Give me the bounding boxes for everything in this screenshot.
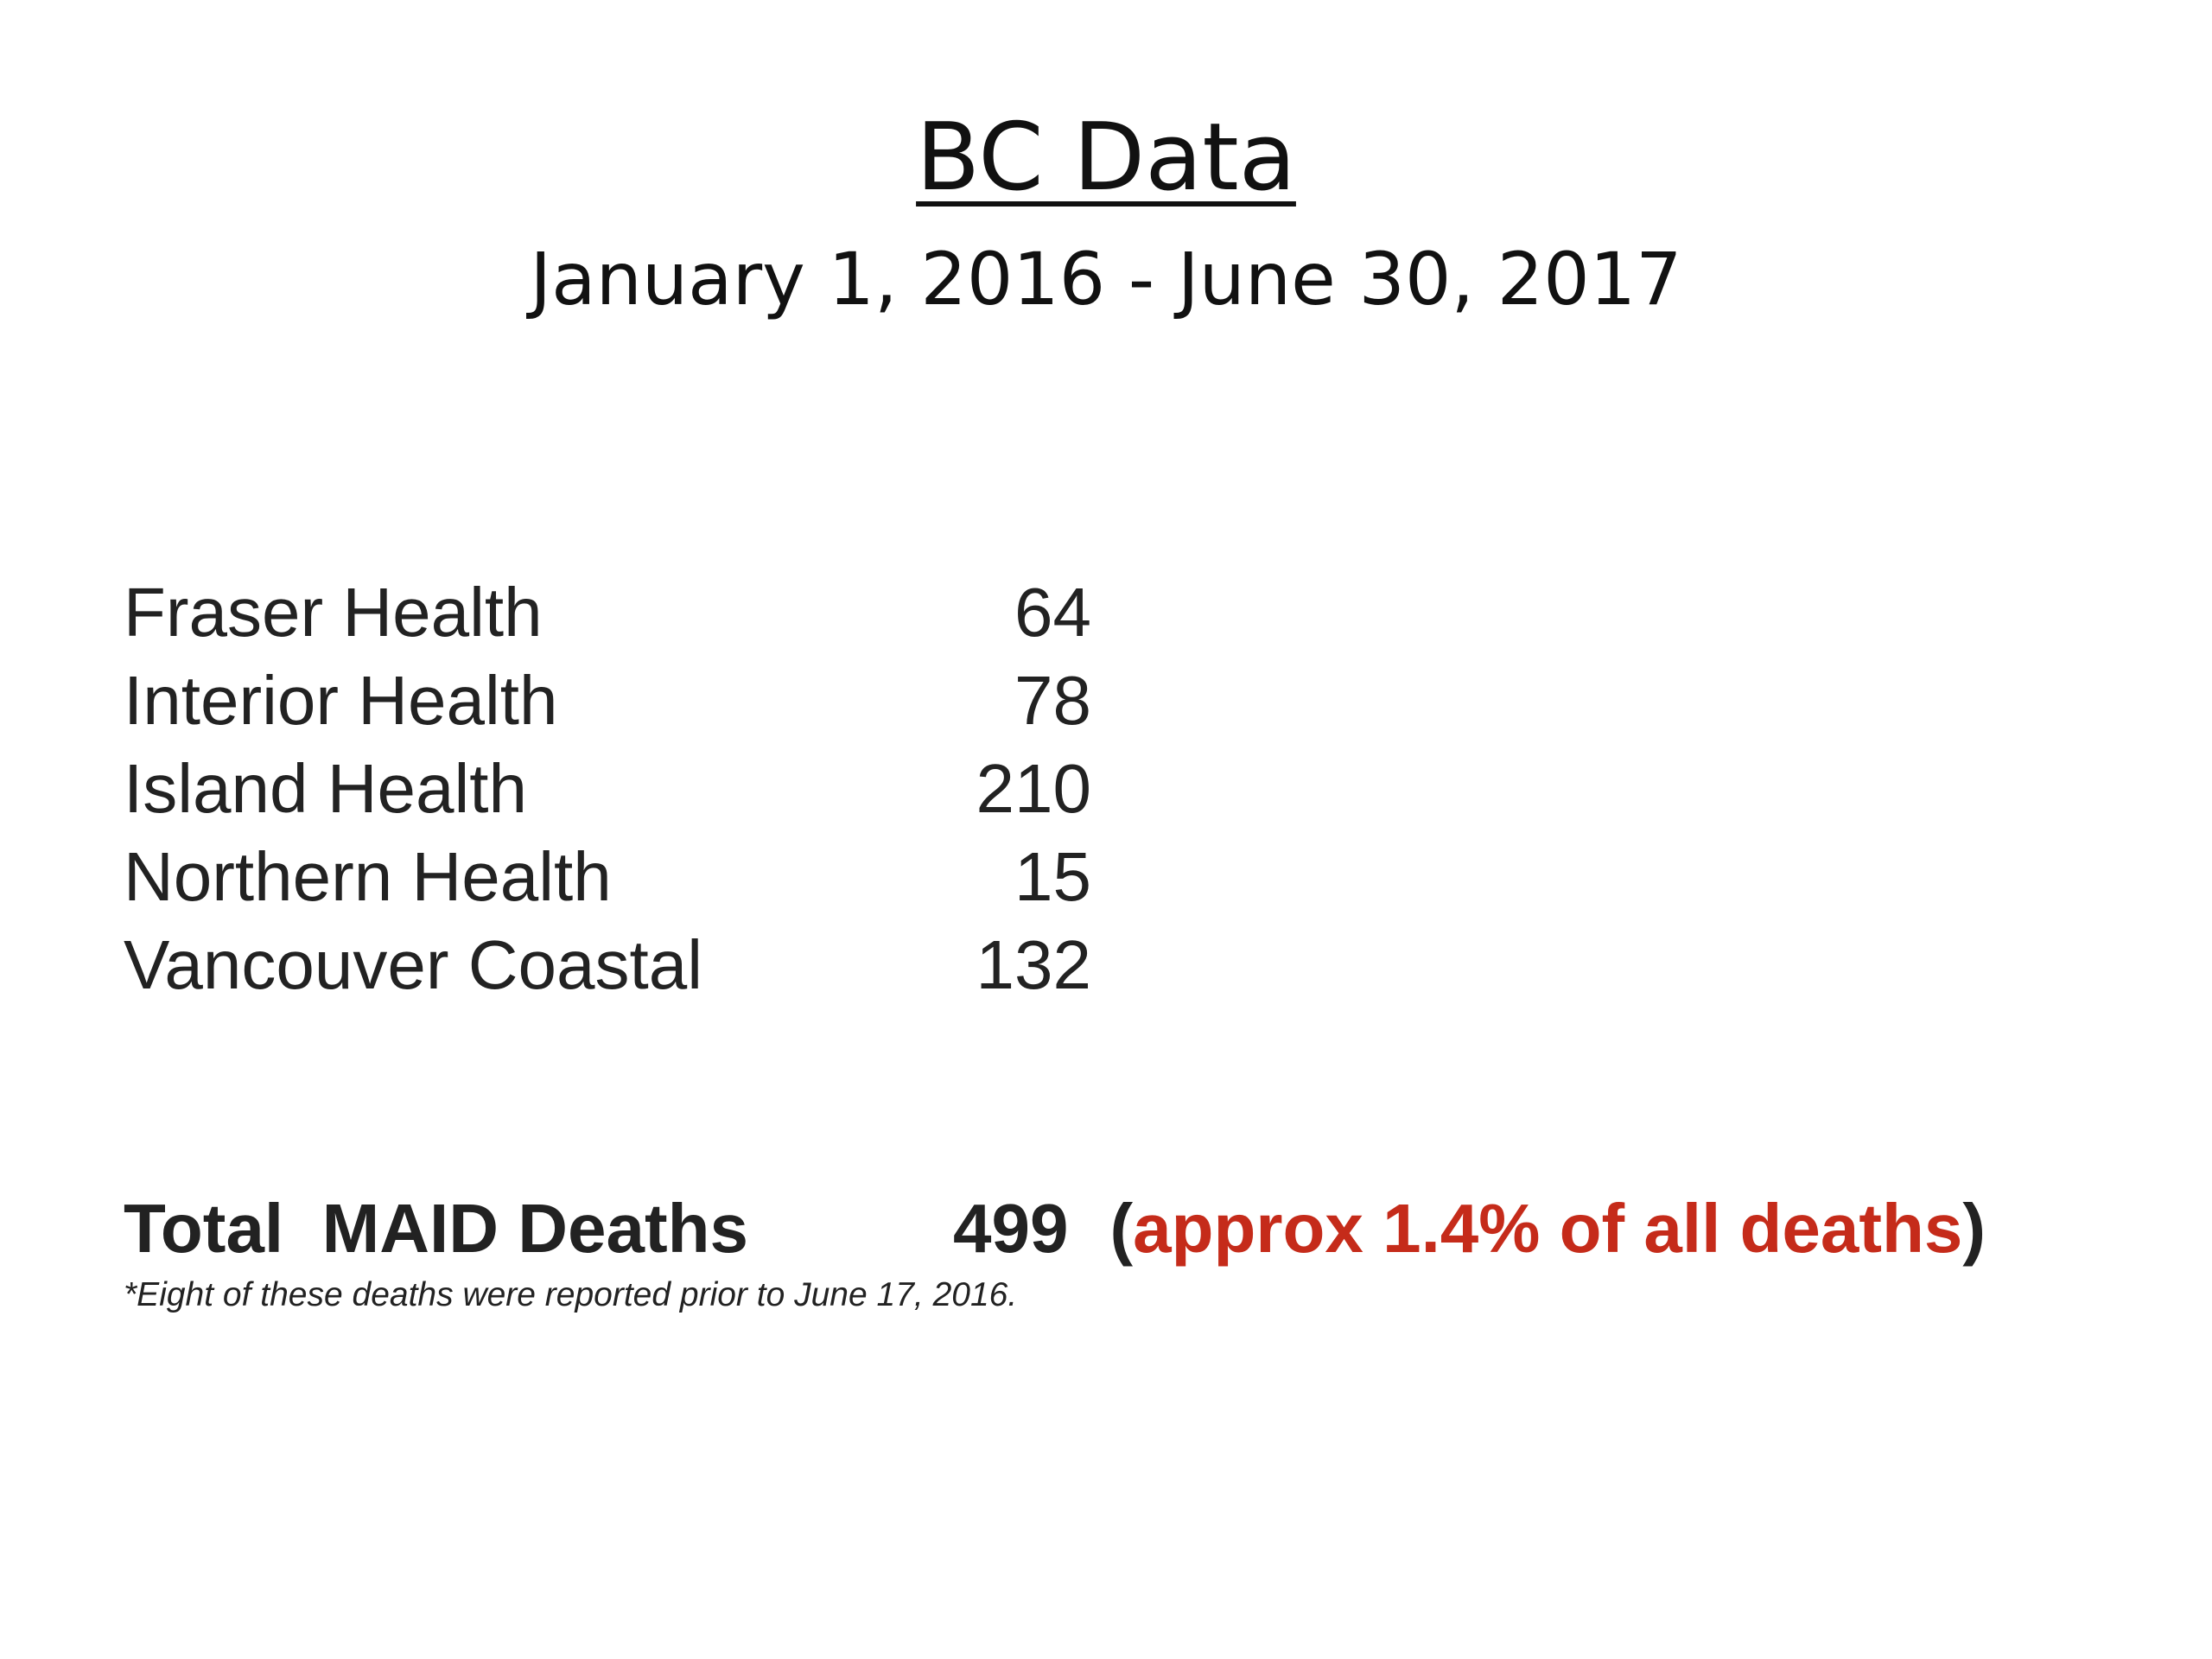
region-count: 15 <box>1014 838 1091 915</box>
footnote: *Eight of these deaths were reported prior to June 17, 2016. <box>124 1276 1018 1313</box>
total-note-open-paren: ( <box>1109 1190 1134 1267</box>
region-row-northern <box>124 833 1091 921</box>
total-percentage-note: approx 1.4% of all deaths <box>1133 1190 1963 1267</box>
region-count: 210 <box>976 750 1091 827</box>
region-name: Fraser Health <box>124 574 543 651</box>
region-name: Island Health <box>124 750 527 827</box>
region-count: 132 <box>976 926 1091 1003</box>
total-value: 499 <box>953 1190 1069 1267</box>
date-range-subtitle: January 1, 2016 - June 30, 2017 <box>530 237 1682 321</box>
page-title <box>0 102 2212 214</box>
region-count: 78 <box>1014 662 1091 739</box>
total-note-close-paren: ) <box>1962 1190 1986 1267</box>
region-count: 64 <box>1014 574 1091 651</box>
region-table <box>124 569 1091 1009</box>
region-row-island <box>124 745 1091 833</box>
region-name: Northern Health <box>124 838 612 915</box>
total-label: Total MAID Deaths <box>124 1190 749 1267</box>
region-name: Vancouver Coastal <box>124 926 702 1003</box>
page-title-text: BC Data <box>916 104 1296 212</box>
region-name: Interior Health <box>124 662 558 739</box>
region-row-fraser <box>124 569 1091 657</box>
region-row-interior <box>124 657 1091 745</box>
region-row-vancouver-coastal <box>124 921 1091 1009</box>
total-deaths-line <box>124 1185 1986 1272</box>
